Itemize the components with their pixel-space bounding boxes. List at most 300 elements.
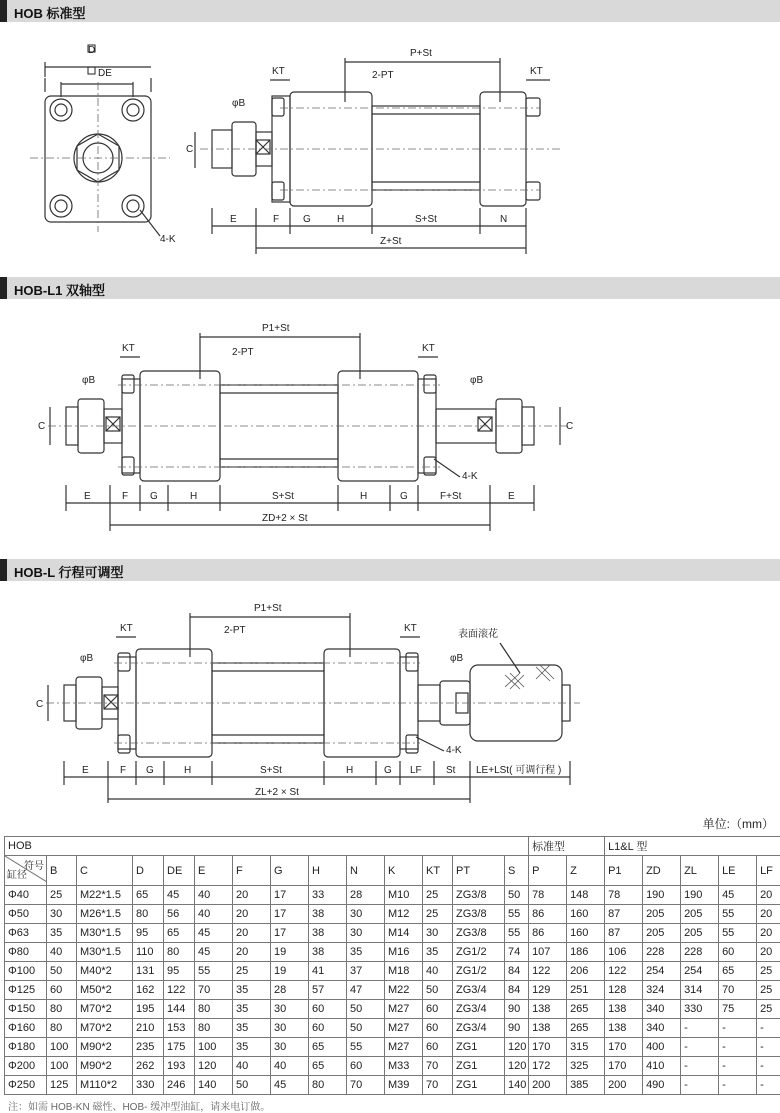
table-cell: 35 — [233, 981, 271, 1000]
label-f: F — [120, 765, 127, 776]
table-row — [5, 943, 780, 962]
label-4k: 4-K — [446, 745, 462, 756]
table-cell: 50 — [47, 962, 77, 981]
table-cell: 138 — [529, 1000, 567, 1019]
table-cell: 55 — [347, 1038, 385, 1057]
cap-cover — [480, 92, 526, 206]
unit-label: 单位:（mm） — [702, 817, 774, 831]
table-cell: 80 — [47, 1019, 77, 1038]
label-zd: ZD+2 × St — [262, 513, 308, 524]
table-cell: 33 — [309, 886, 347, 905]
table-cell: 87 — [605, 924, 643, 943]
table-cell: - — [719, 1019, 757, 1038]
table-cell: ZG3/8 — [453, 924, 505, 943]
table-cell: 25 — [757, 962, 780, 981]
table-cell: 340 — [643, 1000, 681, 1019]
table-cell: - — [757, 1057, 780, 1076]
label-zst: Z+St — [380, 236, 402, 247]
table-cell: 200 — [605, 1076, 643, 1095]
table-cell: 70 — [347, 1076, 385, 1095]
table-cell: 17 — [271, 905, 309, 924]
section-title-adjustable: HOB-L 行程可调型 — [14, 565, 124, 580]
column-header: LF — [757, 856, 780, 886]
table-cell: - — [681, 1076, 719, 1095]
table-cell: 246 — [164, 1076, 195, 1095]
table-cell: 45 — [164, 886, 195, 905]
drawing-double — [0, 299, 780, 549]
table-cell: - — [757, 1019, 780, 1038]
label-e-right: E — [508, 491, 515, 502]
label-c-right: C — [566, 421, 574, 432]
label-d: D — [88, 45, 96, 56]
table-cell: 55 — [195, 962, 233, 981]
table-cell: - — [719, 1038, 757, 1057]
label-st: St — [446, 765, 456, 776]
spec-table — [4, 836, 780, 1095]
table-cell: 235 — [133, 1038, 164, 1057]
table-cell: 106 — [605, 943, 643, 962]
table-cell: 20 — [233, 943, 271, 962]
table-cell: 65 — [309, 1038, 347, 1057]
label-lf: LF — [410, 765, 422, 776]
table-cell: ZG1 — [453, 1057, 505, 1076]
table-cell: 80 — [195, 1000, 233, 1019]
table-cell: 30 — [423, 924, 453, 943]
label-lelst: LE+LSt( 可调行程 ) — [476, 765, 562, 776]
label-h-left: H — [190, 491, 198, 502]
table-cell: M26*1.5 — [77, 905, 133, 924]
table-cell: 122 — [164, 981, 195, 1000]
hob-header: HOB — [5, 837, 529, 856]
table-cell: - — [757, 1076, 780, 1095]
label-f: F — [122, 491, 129, 502]
table-cell: 385 — [567, 1076, 605, 1095]
table-cell: 330 — [681, 1000, 719, 1019]
table-cell: 25 — [423, 886, 453, 905]
table-cell: 162 — [133, 981, 164, 1000]
table-cell: 28 — [347, 886, 385, 905]
cylinder-tube — [372, 106, 480, 190]
section-marker — [0, 277, 7, 299]
column-header: E — [195, 856, 233, 886]
table-row — [5, 1057, 780, 1076]
section-marker — [0, 0, 7, 22]
column-header: F — [233, 856, 271, 886]
column-header: N — [347, 856, 385, 886]
table-cell: 40 — [271, 1057, 309, 1076]
table-cell: 80 — [195, 1019, 233, 1038]
label-p1st: P1+St — [254, 603, 282, 614]
table-cell: 80 — [309, 1076, 347, 1095]
table-cell: 70 — [719, 981, 757, 1000]
bore-size-cell: Φ40 — [5, 886, 47, 905]
label-g-left: G — [150, 491, 158, 502]
table-cell: 50 — [423, 981, 453, 1000]
table-cell: M16 — [385, 943, 423, 962]
table-cell: 17 — [271, 886, 309, 905]
label-n: N — [500, 214, 508, 225]
table-cell: 19 — [271, 962, 309, 981]
table-cell: 20 — [757, 886, 780, 905]
table-cell: 25 — [47, 886, 77, 905]
table-cell: 86 — [529, 924, 567, 943]
table-cell: 17 — [271, 924, 309, 943]
table-cell: 40 — [233, 1057, 271, 1076]
table-row — [5, 981, 780, 1000]
table-row — [5, 1000, 780, 1019]
table-cell: 40 — [47, 943, 77, 962]
table-cell: 265 — [567, 1019, 605, 1038]
table-cell: 25 — [423, 905, 453, 924]
table-cell: ZG3/8 — [453, 905, 505, 924]
label-kt-right: KT — [422, 343, 435, 354]
bore-size-cell: Φ250 — [5, 1076, 47, 1095]
table-cell: 205 — [681, 924, 719, 943]
table-cell: 80 — [164, 943, 195, 962]
label-e: E — [230, 214, 237, 225]
label-knurl: 表面滚花 — [458, 629, 498, 640]
label-sst: S+St — [415, 214, 437, 225]
table-cell: 490 — [643, 1076, 681, 1095]
label-pst: P+St — [410, 48, 432, 59]
table-cell: ZG1 — [453, 1038, 505, 1057]
table-cell: 210 — [133, 1019, 164, 1038]
table-cell: 324 — [643, 981, 681, 1000]
label-h-right: H — [346, 765, 354, 776]
table-cell: M50*2 — [77, 981, 133, 1000]
table-cell: 70 — [195, 981, 233, 1000]
table-cell: 190 — [681, 886, 719, 905]
table-cell: 206 — [567, 962, 605, 981]
table-cell: 78 — [529, 886, 567, 905]
table-cell: 228 — [643, 943, 681, 962]
column-header: PT — [453, 856, 505, 886]
table-row — [5, 905, 780, 924]
column-header: S — [505, 856, 529, 886]
table-cell: 35 — [233, 1038, 271, 1057]
table-cell: 28 — [271, 981, 309, 1000]
corner-bottom-label: 缸径 — [7, 870, 27, 881]
table-row — [5, 886, 780, 905]
table-cell: 38 — [309, 905, 347, 924]
table-cell: 45 — [271, 1076, 309, 1095]
table-cell: 138 — [605, 1000, 643, 1019]
table-cell: 129 — [529, 981, 567, 1000]
label-zl: ZL+2 × St — [255, 787, 299, 798]
table-cell: 84 — [505, 981, 529, 1000]
column-header: H — [309, 856, 347, 886]
table-cell: 30 — [271, 1019, 309, 1038]
table-cell: 35 — [233, 1000, 271, 1019]
table-cell: 30 — [271, 1000, 309, 1019]
table-cell: 60 — [309, 1000, 347, 1019]
table-cell: 56 — [164, 905, 195, 924]
table-cell: 45 — [719, 886, 757, 905]
table-cell: 38 — [309, 924, 347, 943]
table-cell: 175 — [164, 1038, 195, 1057]
table-cell: 100 — [47, 1057, 77, 1076]
label-de: DE — [98, 68, 112, 79]
table-cell: 40 — [423, 962, 453, 981]
bore-size-cell: Φ160 — [5, 1019, 47, 1038]
table-cell: 200 — [529, 1076, 567, 1095]
table-cell: 186 — [567, 943, 605, 962]
label-sst: S+St — [260, 765, 282, 776]
label-sst: S+St — [272, 491, 294, 502]
table-cell: 84 — [505, 962, 529, 981]
label-kt-right: KT — [530, 66, 543, 77]
table-cell: - — [681, 1057, 719, 1076]
bore-size-cell: Φ63 — [5, 924, 47, 943]
column-header: B — [47, 856, 77, 886]
label-f: F — [273, 214, 280, 225]
table-cell: 100 — [195, 1038, 233, 1057]
table-cell: 160 — [567, 905, 605, 924]
table-cell: 205 — [643, 905, 681, 924]
table-cell: 170 — [605, 1038, 643, 1057]
table-cell: 325 — [567, 1057, 605, 1076]
table-cell: 110 — [133, 943, 164, 962]
table-cell: 19 — [271, 943, 309, 962]
table-cell: 65 — [133, 886, 164, 905]
table-cell: 90 — [505, 1000, 529, 1019]
table-cell: 400 — [643, 1038, 681, 1057]
label-phib-right: φB — [450, 653, 464, 664]
table-cell: 205 — [681, 905, 719, 924]
label-4k: 4-K — [462, 471, 478, 482]
table-cell: 20 — [233, 905, 271, 924]
table-cell: M39 — [385, 1076, 423, 1095]
table-cell: 65 — [164, 924, 195, 943]
table-cell: 20 — [757, 905, 780, 924]
table-cell: 254 — [643, 962, 681, 981]
table-cell: - — [719, 1057, 757, 1076]
label-kt-left: KT — [272, 66, 285, 77]
column-header: ZL — [681, 856, 719, 886]
table-cell: 131 — [133, 962, 164, 981]
column-header: LE — [719, 856, 757, 886]
table-cell: 57 — [309, 981, 347, 1000]
table-cell: 30 — [347, 924, 385, 943]
table-cell: 74 — [505, 943, 529, 962]
label-g: G — [303, 214, 311, 225]
bore-size-cell: Φ50 — [5, 905, 47, 924]
table-cell: 340 — [643, 1019, 681, 1038]
table-cell: 55 — [505, 924, 529, 943]
table-cell: - — [757, 1038, 780, 1057]
table-cell: M14 — [385, 924, 423, 943]
table-cell: 60 — [423, 1038, 453, 1057]
table-cell: 65 — [309, 1057, 347, 1076]
label-p1st: P1+St — [262, 323, 290, 334]
column-header: P1 — [605, 856, 643, 886]
table-cell: 120 — [505, 1057, 529, 1076]
section-header-double — [0, 277, 780, 299]
table-cell: ZG3/4 — [453, 1000, 505, 1019]
section-title-double: HOB-L1 双轴型 — [14, 283, 106, 298]
label-g-left: G — [146, 765, 154, 776]
label-kt-right: KT — [404, 623, 417, 634]
table-row — [5, 1038, 780, 1057]
table-cell: 20 — [757, 924, 780, 943]
table-cell: M70*2 — [77, 1019, 133, 1038]
label-phib-left: φB — [80, 653, 94, 664]
table-cell: 262 — [133, 1057, 164, 1076]
table-cell: 50 — [233, 1076, 271, 1095]
column-header: D — [133, 856, 164, 886]
table-cell: 228 — [681, 943, 719, 962]
table-cell: 193 — [164, 1057, 195, 1076]
bore-size-cell: Φ150 — [5, 1000, 47, 1019]
table-cell: 50 — [347, 1000, 385, 1019]
table-cell: 35 — [47, 924, 77, 943]
table-cell: 95 — [164, 962, 195, 981]
table-cell: 50 — [505, 886, 529, 905]
table-cell: 75 — [719, 1000, 757, 1019]
table-cell: 20 — [233, 924, 271, 943]
table-cell: 144 — [164, 1000, 195, 1019]
table-cell: ZG1 — [453, 1076, 505, 1095]
table-cell: 80 — [47, 1000, 77, 1019]
bore-size-cell: Φ100 — [5, 962, 47, 981]
table-cell: 30 — [271, 1038, 309, 1057]
column-header: DE — [164, 856, 195, 886]
label-fst: F+St — [440, 491, 462, 502]
table-header-row — [5, 856, 780, 886]
table-cell: 100 — [47, 1038, 77, 1057]
table-cell: 125 — [47, 1076, 77, 1095]
bore-size-cell: Φ80 — [5, 943, 47, 962]
table-cell: 128 — [605, 981, 643, 1000]
table-cell: 80 — [133, 905, 164, 924]
table-cell: 95 — [133, 924, 164, 943]
table-cell: 86 — [529, 905, 567, 924]
table-cell: 107 — [529, 943, 567, 962]
table-cell: 40 — [195, 886, 233, 905]
bore-size-cell: Φ180 — [5, 1038, 47, 1057]
table-cell: M27 — [385, 1019, 423, 1038]
corner-top-label: 符号 — [24, 861, 44, 872]
table-cell: 38 — [309, 943, 347, 962]
table-cell: M27 — [385, 1038, 423, 1057]
table-cell: 65 — [719, 962, 757, 981]
table-cell: 55 — [719, 924, 757, 943]
table-cell: 25 — [757, 981, 780, 1000]
label-g-right: G — [384, 765, 392, 776]
table-cell: 78 — [605, 886, 643, 905]
drawing-standard — [0, 22, 780, 272]
table-cell: 45 — [195, 943, 233, 962]
table-cell: M18 — [385, 962, 423, 981]
table-cell: 35 — [347, 943, 385, 962]
label-kt-left: KT — [120, 623, 133, 634]
label-2pt: 2-PT — [232, 347, 254, 358]
label-h-left: H — [184, 765, 192, 776]
table-cell: 30 — [347, 905, 385, 924]
table-cell: M10 — [385, 886, 423, 905]
section-header-adjustable — [0, 559, 780, 581]
knurl-pattern — [505, 665, 554, 689]
label-4k: 4-K — [160, 234, 176, 245]
table-cell: 87 — [605, 905, 643, 924]
l-group-header: L1&L 型 — [605, 837, 780, 856]
table-row — [5, 924, 780, 943]
table-cell: M27 — [385, 1000, 423, 1019]
table-cell: M22 — [385, 981, 423, 1000]
table-cell: 50 — [347, 1019, 385, 1038]
table-cell: 120 — [505, 1038, 529, 1057]
table-cell: 314 — [681, 981, 719, 1000]
table-cell: 47 — [347, 981, 385, 1000]
table-cell: ZG3/8 — [453, 886, 505, 905]
table-cell: 35 — [233, 1019, 271, 1038]
label-kt-left: KT — [122, 343, 135, 354]
table-cell: 120 — [195, 1057, 233, 1076]
label-h-right: H — [360, 491, 368, 502]
corner-cell — [5, 856, 47, 886]
label-g-right: G — [400, 491, 408, 502]
footnote: 注：如需 HOB-KN 磁性、HOB- 缓冲型油缸，请来电订做。 — [8, 1102, 271, 1113]
table-cell: 170 — [529, 1038, 567, 1057]
drawing-adjustable — [0, 581, 780, 811]
table-cell: 265 — [567, 1000, 605, 1019]
label-e-left: E — [84, 491, 91, 502]
table-cell: M110*2 — [77, 1076, 133, 1095]
table-cell: 25 — [233, 962, 271, 981]
table-cell: ZG1/2 — [453, 943, 505, 962]
table-cell: M22*1.5 — [77, 886, 133, 905]
table-cell: 30 — [47, 905, 77, 924]
column-header: P — [529, 856, 567, 886]
table-cell: ZG3/4 — [453, 1019, 505, 1038]
table-cell: 122 — [529, 962, 567, 981]
table-cell: 140 — [505, 1076, 529, 1095]
table-cell: 254 — [681, 962, 719, 981]
column-header: C — [77, 856, 133, 886]
table-cell: M40*2 — [77, 962, 133, 981]
table-cell: M33 — [385, 1057, 423, 1076]
table-cell: 170 — [605, 1057, 643, 1076]
table-group-row — [5, 837, 780, 856]
label-2pt: 2-PT — [224, 625, 246, 636]
table-cell: 205 — [643, 924, 681, 943]
table-cell: - — [681, 1038, 719, 1057]
table-cell: 153 — [164, 1019, 195, 1038]
table-cell: 410 — [643, 1057, 681, 1076]
table-cell: 138 — [605, 1019, 643, 1038]
table-cell: 55 — [719, 905, 757, 924]
label-h: H — [337, 214, 345, 225]
label-c-left: C — [38, 421, 46, 432]
table-cell: 195 — [133, 1000, 164, 1019]
section-marker — [0, 559, 7, 581]
table-cell: 60 — [309, 1019, 347, 1038]
table-cell: 60 — [47, 981, 77, 1000]
column-header: G — [271, 856, 309, 886]
section-header-standard — [0, 0, 780, 22]
table-cell: 122 — [605, 962, 643, 981]
table-cell: M90*2 — [77, 1038, 133, 1057]
table-cell: 60 — [719, 943, 757, 962]
table-cell: 138 — [529, 1019, 567, 1038]
label-c: C — [186, 144, 194, 155]
column-header: KT — [423, 856, 453, 886]
table-cell: 190 — [643, 886, 681, 905]
column-header: ZD — [643, 856, 681, 886]
label-c: C — [36, 699, 44, 710]
table-cell: M90*2 — [77, 1057, 133, 1076]
label-phib: φB — [232, 98, 246, 109]
